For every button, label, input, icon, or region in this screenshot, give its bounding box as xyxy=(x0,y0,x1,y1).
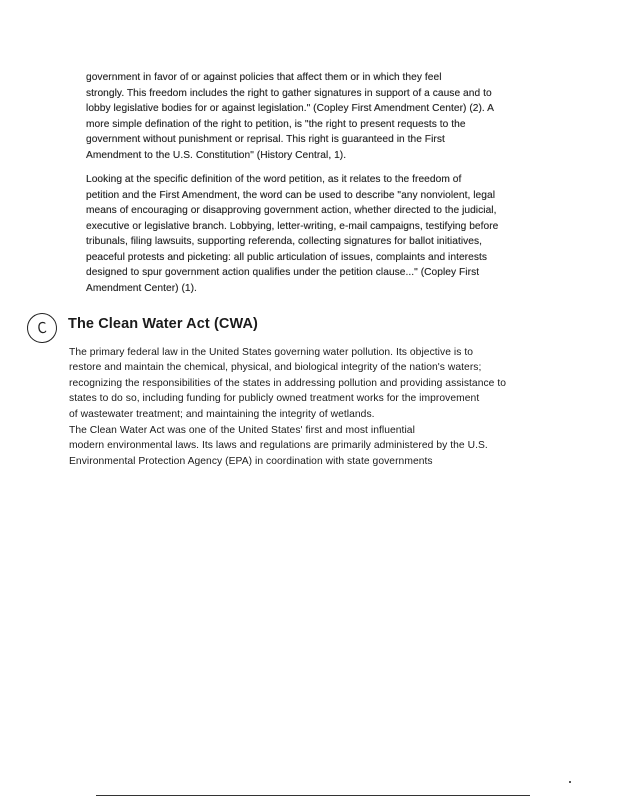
text-line: Amendment Center) (1). xyxy=(86,282,197,294)
paragraph-cwa-history xyxy=(69,423,547,469)
paragraph-cwa-overview xyxy=(69,345,547,422)
text-line: government in favor of or against policies that affect them or in which they feel xyxy=(86,72,442,83)
text-line: lobby legislative bodies for or against legislation." (Copley First Amendment Center) (2). A xyxy=(86,103,494,114)
paragraph-petition-definition xyxy=(86,172,548,296)
text-line: Environmental Protection Agency (EPA) in coordination with state governments xyxy=(69,455,433,467)
paragraph-petition-freedom xyxy=(86,70,548,163)
text-line: designed to spur government action qualifies under the petition clause..." (Copley First xyxy=(86,267,480,278)
text-line: Amendment to the U.S. Constitution" (History Central, 1). xyxy=(86,149,347,161)
handwritten-circle-marker xyxy=(26,312,59,345)
text-line: tribunals, filing lawsuits, supporting referenda, collecting signatures for ballot initiatives, xyxy=(86,236,483,247)
footer-rule xyxy=(96,795,530,796)
text-line: recognizing the responsibilities of the states in addressing pollution and providing assistance to xyxy=(69,377,507,389)
text-line: strongly. This freedom includes the right to gather signatures in support of a cause and to xyxy=(86,87,492,99)
text-line: states to do so, including funding for publicly owned treatment works for the improvement xyxy=(69,393,480,405)
text-line: of wastewater treatment; and maintaining the integrity of wetlands. xyxy=(69,408,375,420)
marker-letter: C xyxy=(36,318,48,338)
text-line: means of encouraging or disapproving government action, whether directed to the judicial, xyxy=(86,205,497,216)
section-heading: The Clean Water Act (CWA) xyxy=(68,316,258,332)
text-line: Looking at the specific definition of the word petition, as it relates to the freedom of xyxy=(86,174,462,185)
scan-artifact xyxy=(569,781,571,783)
text-line: The primary federal law in the United States governing water pollution. Its objective is to xyxy=(69,347,474,358)
text-line: modern environmental laws. Its laws and regulations are primarily administered by the U.S. xyxy=(69,440,488,452)
text-line: The Clean Water Act was one of the United States' first and most influential xyxy=(69,425,415,436)
text-line: peaceful protests and picketing: all public articulation of issues, complaints and interests xyxy=(86,251,487,263)
text-line: executive or legislative branch. Lobbying, letter-writing, e-mail campaigns, testifying before xyxy=(86,220,499,232)
text-line: government without punishment or reprisal. This right is guaranteed in the First xyxy=(86,134,445,145)
text-line: restore and maintain the chemical, physical, and biological integrity of the nation's waters; xyxy=(69,362,482,374)
text-line: more simple defination of the right to petition, is "the right to present requests to the xyxy=(86,118,466,130)
text-line: petition and the First Amendment, the word can be used to describe "any nonviolent, legal xyxy=(86,189,496,201)
